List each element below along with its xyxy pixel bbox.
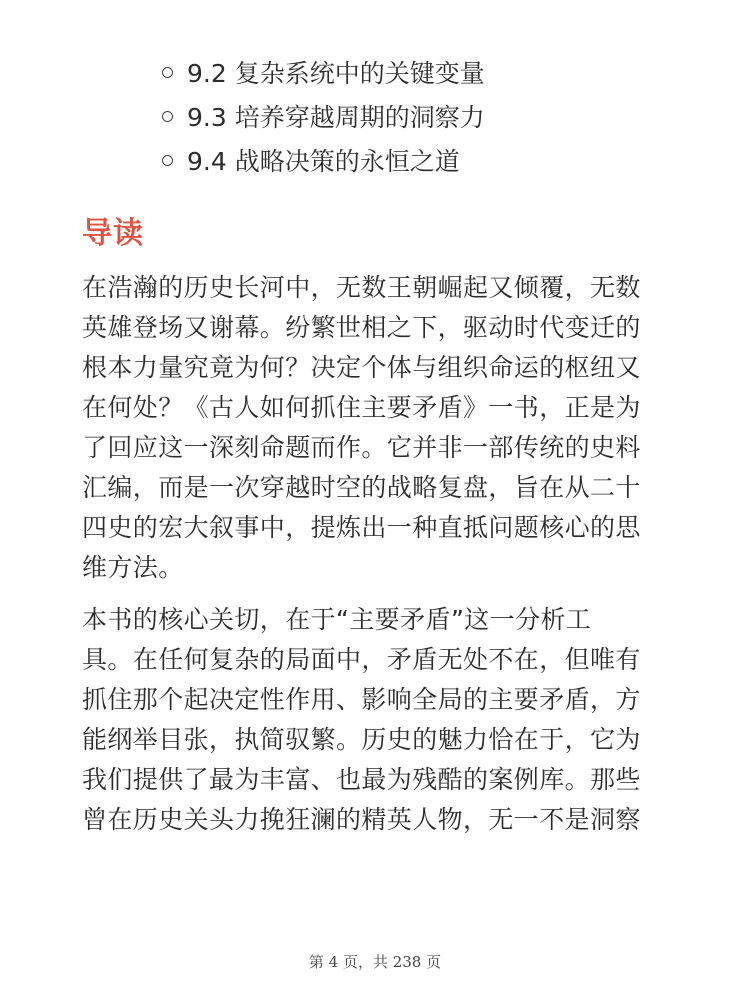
circle-bullet-icon [162, 111, 173, 122]
paragraph-line: 能纲举目张，执简驭繁。历史的魅力恰在于，它为 [82, 725, 641, 754]
paragraph-line: 抓住那个起决定性作用、影响全局的主要矛盾，方 [82, 685, 641, 714]
toc-item-label: 9.2 复杂系统中的关键变量 [187, 59, 485, 88]
paragraph-line: 本书的核心关切，在于“主要矛盾”这一分析工 [82, 605, 592, 634]
paragraph-line: 四史的宏大叙事中，提炼出一种直抵问题核心的思 [82, 513, 641, 542]
circle-bullet-icon [162, 155, 173, 166]
paragraph-line: 在浩瀚的历史长河中，无数王朝崛起又倾覆，无数 [82, 273, 641, 302]
toc-item [162, 50, 485, 94]
paragraph-line: 英雄登场又谢幕。纷繁世相之下，驱动时代变迁的 [82, 313, 641, 342]
body-paragraph [82, 268, 641, 588]
paragraph-line: 曾在历史关头力挽狂澜的精英人物，无一不是洞察 [82, 805, 641, 834]
paragraph-line: 汇编，而是一次穿越时空的战略复盘，旨在从二十 [82, 473, 641, 502]
toc-item-label: 9.4 战略决策的永恒之道 [187, 147, 460, 176]
paragraph-line: 维方法。 [82, 553, 184, 582]
paragraph-line: 根本力量究竟为何？决定个体与组织命运的枢纽又 [82, 353, 641, 382]
toc-item-label: 9.3 培养穿越周期的洞察力 [187, 103, 485, 132]
toc-item [162, 138, 485, 182]
paragraph-line: 我们提供了最为丰富、也最为残酷的案例库。那些 [82, 765, 641, 794]
circle-bullet-icon [162, 67, 173, 78]
page-number-footer: 第 4 页，共 238 页 [308, 953, 442, 971]
paragraph-line: 了回应这一深刻命题而作。它并非一部传统的史料 [82, 433, 641, 462]
toc-list [162, 50, 485, 182]
paragraph-line: 在何处？《古人如何抓住主要矛盾》一书，正是为 [82, 393, 641, 422]
toc-item [162, 94, 485, 138]
section-heading: 导读 [82, 216, 144, 251]
paragraph-line: 具。在任何复杂的局面中，矛盾无处不在，但唯有 [82, 645, 641, 674]
body-paragraph [82, 600, 641, 840]
